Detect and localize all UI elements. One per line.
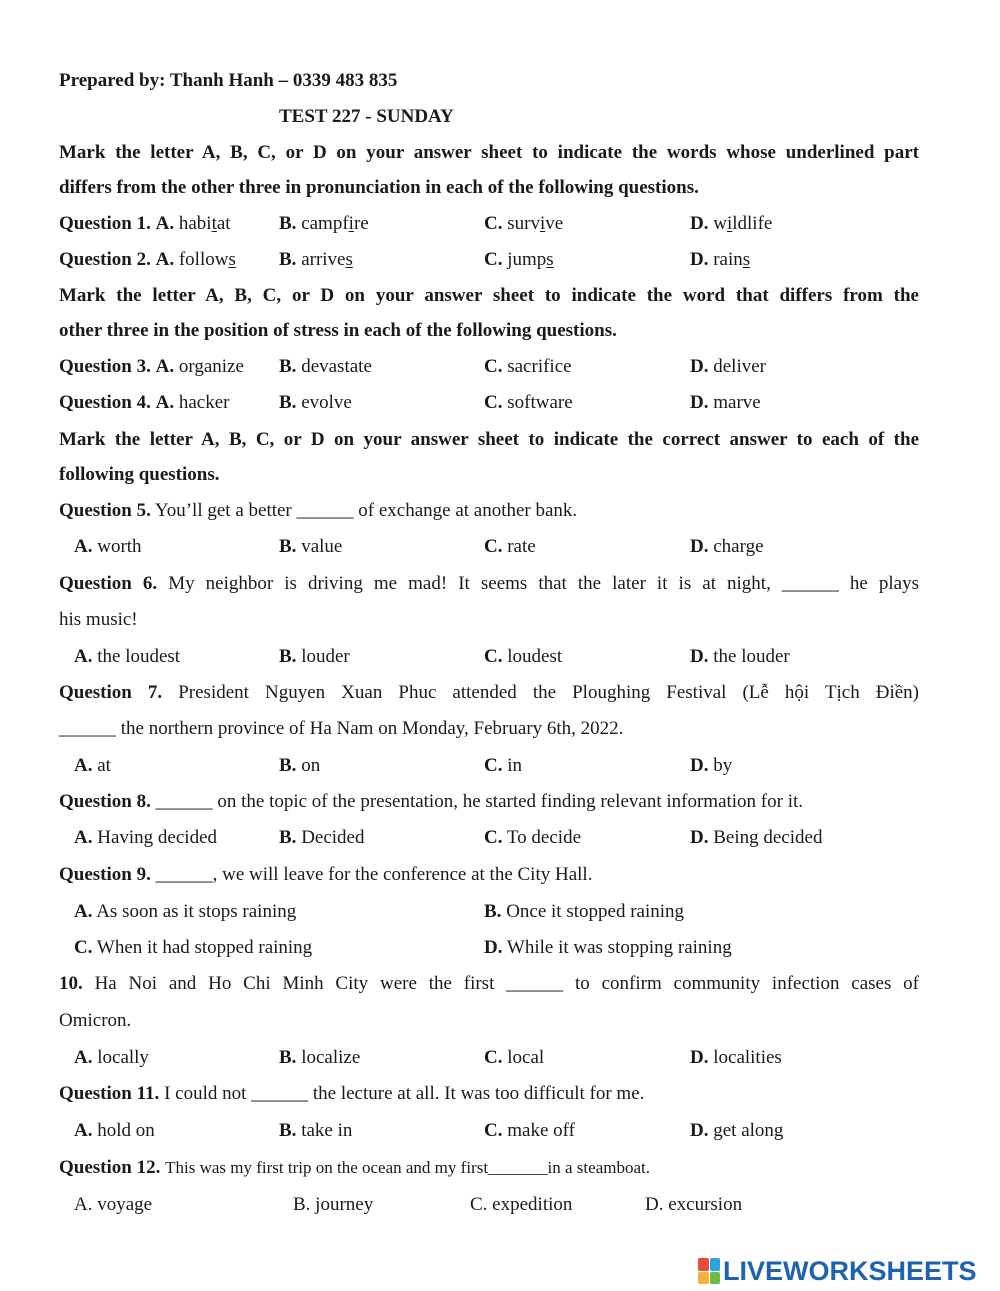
- q2-option-d[interactable]: D. rains: [690, 249, 751, 270]
- q11-option-c[interactable]: C. make off: [484, 1120, 575, 1141]
- question-5-stem: Question 5. You’ll get a better ______ of exchange at another bank.: [59, 500, 578, 521]
- q1-option-d[interactable]: D. wildlife: [690, 213, 773, 234]
- option-a[interactable]: follows: [178, 249, 236, 270]
- q7-option-d[interactable]: D. by: [690, 755, 733, 776]
- q4-option-b[interactable]: B. evolve: [279, 392, 352, 413]
- question-label: Question 1.: [59, 213, 151, 234]
- question-1: Question 1. A. habitat: [59, 213, 231, 234]
- q12-option-a[interactable]: A. voyage: [74, 1194, 153, 1215]
- q5-option-b[interactable]: B. value: [279, 536, 343, 557]
- q5-option-c[interactable]: C. rate: [484, 536, 536, 557]
- question-4: Question 4. A. hacker: [59, 392, 230, 413]
- question-2: Question 2. A. follows: [59, 249, 236, 270]
- question-9-stem: Question 9. ______, we will leave for the conference at the City Hall.: [59, 864, 593, 885]
- q6-option-d[interactable]: D. the louder: [690, 646, 790, 667]
- q7-option-a[interactable]: A. at: [74, 755, 111, 776]
- q12-option-c[interactable]: C. expedition: [470, 1194, 573, 1215]
- q10-option-c[interactable]: C. local: [484, 1047, 545, 1068]
- option-a[interactable]: habitat: [178, 213, 231, 234]
- q12-option-d[interactable]: D. excursion: [645, 1194, 743, 1215]
- q8-option-b[interactable]: B. Decided: [279, 827, 365, 848]
- q9-option-c[interactable]: C. When it had stopped raining: [74, 937, 313, 958]
- section3-instruction-line1: Mark the letter A, B, C, or D on your answer sheet to indicate the correct answer to each of the: [59, 429, 919, 450]
- section1-instruction-line1: Mark the letter A, B, C, or D on your answer sheet to indicate the words whose underlined part: [59, 142, 919, 163]
- q1-option-c[interactable]: C. survive: [484, 213, 564, 234]
- q2-option-c[interactable]: C. jumps: [484, 249, 554, 270]
- option-a[interactable]: hacker: [178, 392, 230, 413]
- q3-option-b[interactable]: B. devastate: [279, 356, 372, 377]
- q3-option-d[interactable]: D. deliver: [690, 356, 766, 377]
- q7-option-b[interactable]: B. on: [279, 755, 321, 776]
- q9-option-b[interactable]: B. Once it stopped raining: [484, 901, 685, 922]
- section2-instruction-line2: other three in the position of stress in each of the following questions.: [59, 320, 617, 341]
- q8-option-c[interactable]: C. To decide: [484, 827, 582, 848]
- option-a[interactable]: organize: [178, 356, 244, 377]
- question-12-stem: Question 12. This was my first trip on the ocean and my first_______in a steamboat.: [59, 1157, 650, 1178]
- prepared-by: Prepared by: Thanh Hanh – 0339 483 835: [59, 70, 398, 91]
- q7-option-c[interactable]: C. in: [484, 755, 523, 776]
- q10-option-a[interactable]: A. locally: [74, 1047, 149, 1068]
- question-8-stem: Question 8. ______ on the topic of the presentation, he started finding relevant information for it.: [59, 791, 804, 812]
- question-7-stem-line2: ______ the northern province of Ha Nam on Monday, February 6th, 2022.: [59, 718, 624, 739]
- question-6-stem-line1: Question 6. My neighbor is driving me mad! It seems that the later it is at night, ______ he plays: [59, 573, 919, 594]
- question-label: Question 2.: [59, 249, 151, 270]
- q4-option-d[interactable]: D. marve: [690, 392, 761, 413]
- question-7-stem-line1: Question 7. President Nguyen Xuan Phuc attended the Ploughing Festival (Lễ hội Tịch Điền): [59, 682, 920, 703]
- q10-option-b[interactable]: B. localize: [279, 1047, 361, 1068]
- section2-instruction-line1: Mark the letter A, B, C, or D on your answer sheet to indicate the word that differs from the: [59, 285, 919, 306]
- q5-option-a[interactable]: A. worth: [74, 536, 142, 557]
- q11-option-d[interactable]: D. get along: [690, 1120, 784, 1141]
- q9-option-d[interactable]: D. While it was stopping raining: [484, 937, 732, 958]
- q6-option-a[interactable]: A. the loudest: [74, 646, 181, 667]
- question-10-stem-line2: Omicron.: [59, 1010, 132, 1031]
- q8-option-d[interactable]: D. Being decided: [690, 827, 823, 848]
- test-title: TEST 227 - SUNDAY: [279, 106, 454, 127]
- q3-option-c[interactable]: C. sacrifice: [484, 356, 572, 377]
- q5-option-d[interactable]: D. charge: [690, 536, 764, 557]
- q11-option-a[interactable]: A. hold on: [74, 1120, 155, 1141]
- section1-instruction-line2: differs from the other three in pronunciation in each of the following questions.: [59, 177, 699, 198]
- section3-instruction-line2: following questions.: [59, 464, 220, 485]
- question-6-stem-line2: his music!: [59, 609, 138, 630]
- q12-option-b[interactable]: B. journey: [293, 1194, 374, 1215]
- q9-option-a[interactable]: A. As soon as it stops raining: [74, 901, 297, 922]
- q2-option-b[interactable]: B. arrives: [279, 249, 353, 270]
- q4-option-c[interactable]: C. software: [484, 392, 573, 413]
- question-3: Question 3. A. organize: [59, 356, 244, 377]
- q8-option-a[interactable]: A. Having decided: [74, 827, 217, 848]
- question-10-stem-line1: 10. Ha Noi and Ho Chi Minh City were the first ______ to confirm community infection cases of: [59, 973, 920, 994]
- liveworksheets-logo[interactable]: [698, 1256, 977, 1286]
- q11-option-b[interactable]: B. take in: [279, 1120, 353, 1141]
- q10-option-d[interactable]: D. localities: [690, 1047, 782, 1068]
- liveworksheets-logo-icon: [698, 1258, 720, 1284]
- brand-name: LIVEWORKSHEETS: [723, 1255, 977, 1286]
- q6-option-c[interactable]: C. loudest: [484, 646, 563, 667]
- question-11-stem: Question 11. I could not ______ the lecture at all. It was too difficult for me.: [59, 1083, 645, 1104]
- q6-option-b[interactable]: B. louder: [279, 646, 350, 667]
- q1-option-b[interactable]: B. campfire: [279, 213, 369, 234]
